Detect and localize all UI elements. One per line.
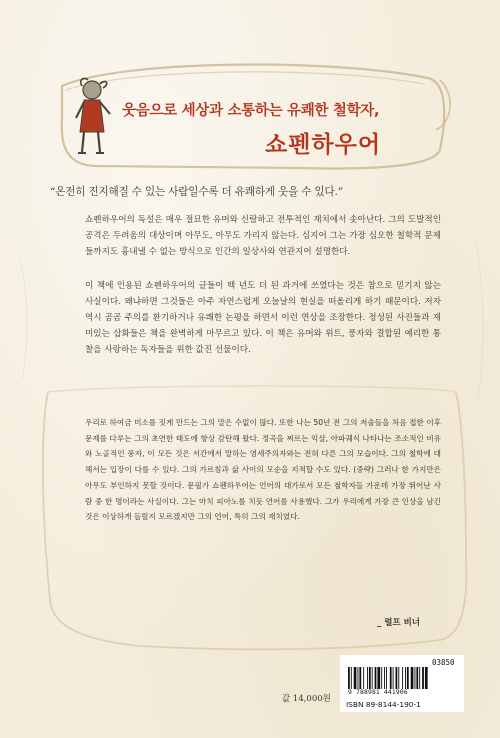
price-label: 값 14,000원 (282, 694, 331, 704)
description-paragraph-1: 쇼펜하우어의 독설은 매우 절묘한 유머와 신랄하고 전투적인 재치에서 솟아난다. 그의 도발적인 공격은 두려움의 대상이며 아무도, 아무도 가리지 않는다. 심지어 그는 가장 심오한 철학적 문제들까지도 흉내낼 수 없는 방식으로 인간의 일상사와 연관지어 설명한다. (85, 215, 441, 258)
isbn-number: ISBN 89-8144-190-1 (346, 700, 421, 709)
barcode-digits: 9 788981 441906 (348, 689, 408, 696)
reviewer-credit: _ 럴프 비너 (377, 618, 421, 628)
schopenhauer-illustration (70, 74, 120, 158)
review-quote: 우리로 하여금 미소를 짓게 만드는 그의 말은 수없이 많다. 또한 나는 50년 전 그의 저술들을 처음 접한 이후 문제를 다루는 그의 초연한 태도에 항상 감탄해 왔다. 정곡을 찌르는 익살, 아파궤식 나타나는 조소적인 비유와 노골적인 풍자, 이 모든 것은 서간에서 말하는 염세주의자와는 전혀 다른 그의 모습이다. 그의 철학에 대해서는 입장이 다를 수 있다. 그의 가르침과 삶 사이의 모순을 지적할 수도 있다. (중략) 그러나 한 가지만은 아무도 부인하지 못할 것이다. 문필가 쇼펜하우어는 언어의 대가로서 모든 철학자들 가운데 가장 뛰어난 사람 중 한 명이라는 사실이다. 그는 마치 피아노를 치듯 언어를 사용했다. 그가 우리에게 가장 큰 인상을 남긴 것은 이상하게 들릴지 모르겠지만 그의 언어, 특히 그의 재치였다. (85, 418, 441, 522)
epigraph-quote: “온전히 진지해질 수 있는 사람일수록 더 유쾌하게 웃을 수 있다.” (50, 186, 343, 198)
barcode-block (340, 655, 464, 712)
description-paragraph-2: 이 책에 인용된 쇼펜하우어의 글들이 백 년도 더 된 과거에 쓰였다는 것은 참으로 믿기지 않는 사실이다. 왜냐하면 그것들은 아주 자연스럽게 오늘날의 현실을 떠올리게 하기 때문이다. 저자 역시 곰곰 주의를 환기하거나 유쾌한 논평을 하면서 이런 연상을 조장한다. 정성된 사진들과 재미있는 삽화들은 책을 완벽하게 마무르고 있다. 이 책은 유머와 위트, 풍자와 결합된 예리한 통찰을 사랑하는 독자들을 위한 값진 선물이다. (85, 281, 441, 356)
cover-title: 쇼펜하우어 (265, 132, 382, 158)
isbn-barcode (346, 667, 458, 689)
price-code: 03850 (432, 658, 455, 667)
cover-subtitle: 웃음으로 세상과 소통하는 유쾌한 철학자, (122, 103, 380, 119)
